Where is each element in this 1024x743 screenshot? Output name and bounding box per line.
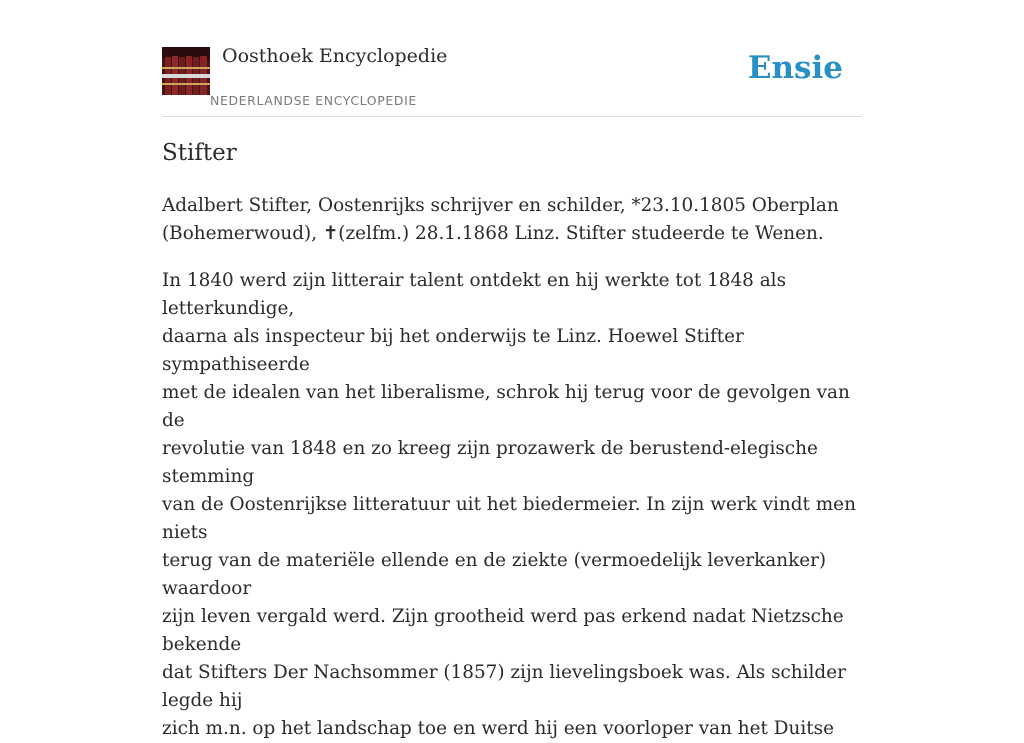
content-container: [162, 0, 862, 739]
article-paragraph-2: In 1840 werd zijn litterair talent ontdekt en hij werkte tot 1848 als letterkundige, daarna als inspecteur bij het onderwijs te Linz. Hoewel Stifter sympathiseerde met de idealen van het liberalisme, schrok hij terug voor de gevolgen van de revolutie van 1848 en zo kreeg zijn prozawerk de berustend-elegische stemming van de Oostenrijkse litteratuur uit het biedermeier. In zijn werk vindt men niets terug van de materiële ellende en de ziekte (vermoedelijk leverkanker) waardoor zijn leven vergald werd. Zijn grootheid werd pas erkend nadat Nietzsche bekende dat Stifters Der Nachsommer (1857) zijn lievelingsboek was. Als schilder legde hij zich m.n. op het landschap toe en werd hij een voorloper van het Duitse: [162, 270, 856, 739]
ensie-logo-link[interactable]: Ensie: [747, 50, 843, 86]
site-header: [162, 0, 862, 117]
article-title: Stifter: [162, 140, 237, 166]
site-subtitle: NEDERLANDSE ENCYCLOPEDIE: [210, 93, 417, 108]
article-paragraph-1: Adalbert Stifter, Oostenrijks schrijver en schilder, *23.10.1805 Oberplan (Bohemerwoud), ✝(zelfm.) 28.1.1868 Linz. Stifter studeerde te Wenen.: [162, 195, 839, 244]
encyclopedia-books-icon[interactable]: [162, 47, 210, 95]
site-title-link[interactable]: Oosthoek Encyclopedie: [222, 45, 448, 67]
